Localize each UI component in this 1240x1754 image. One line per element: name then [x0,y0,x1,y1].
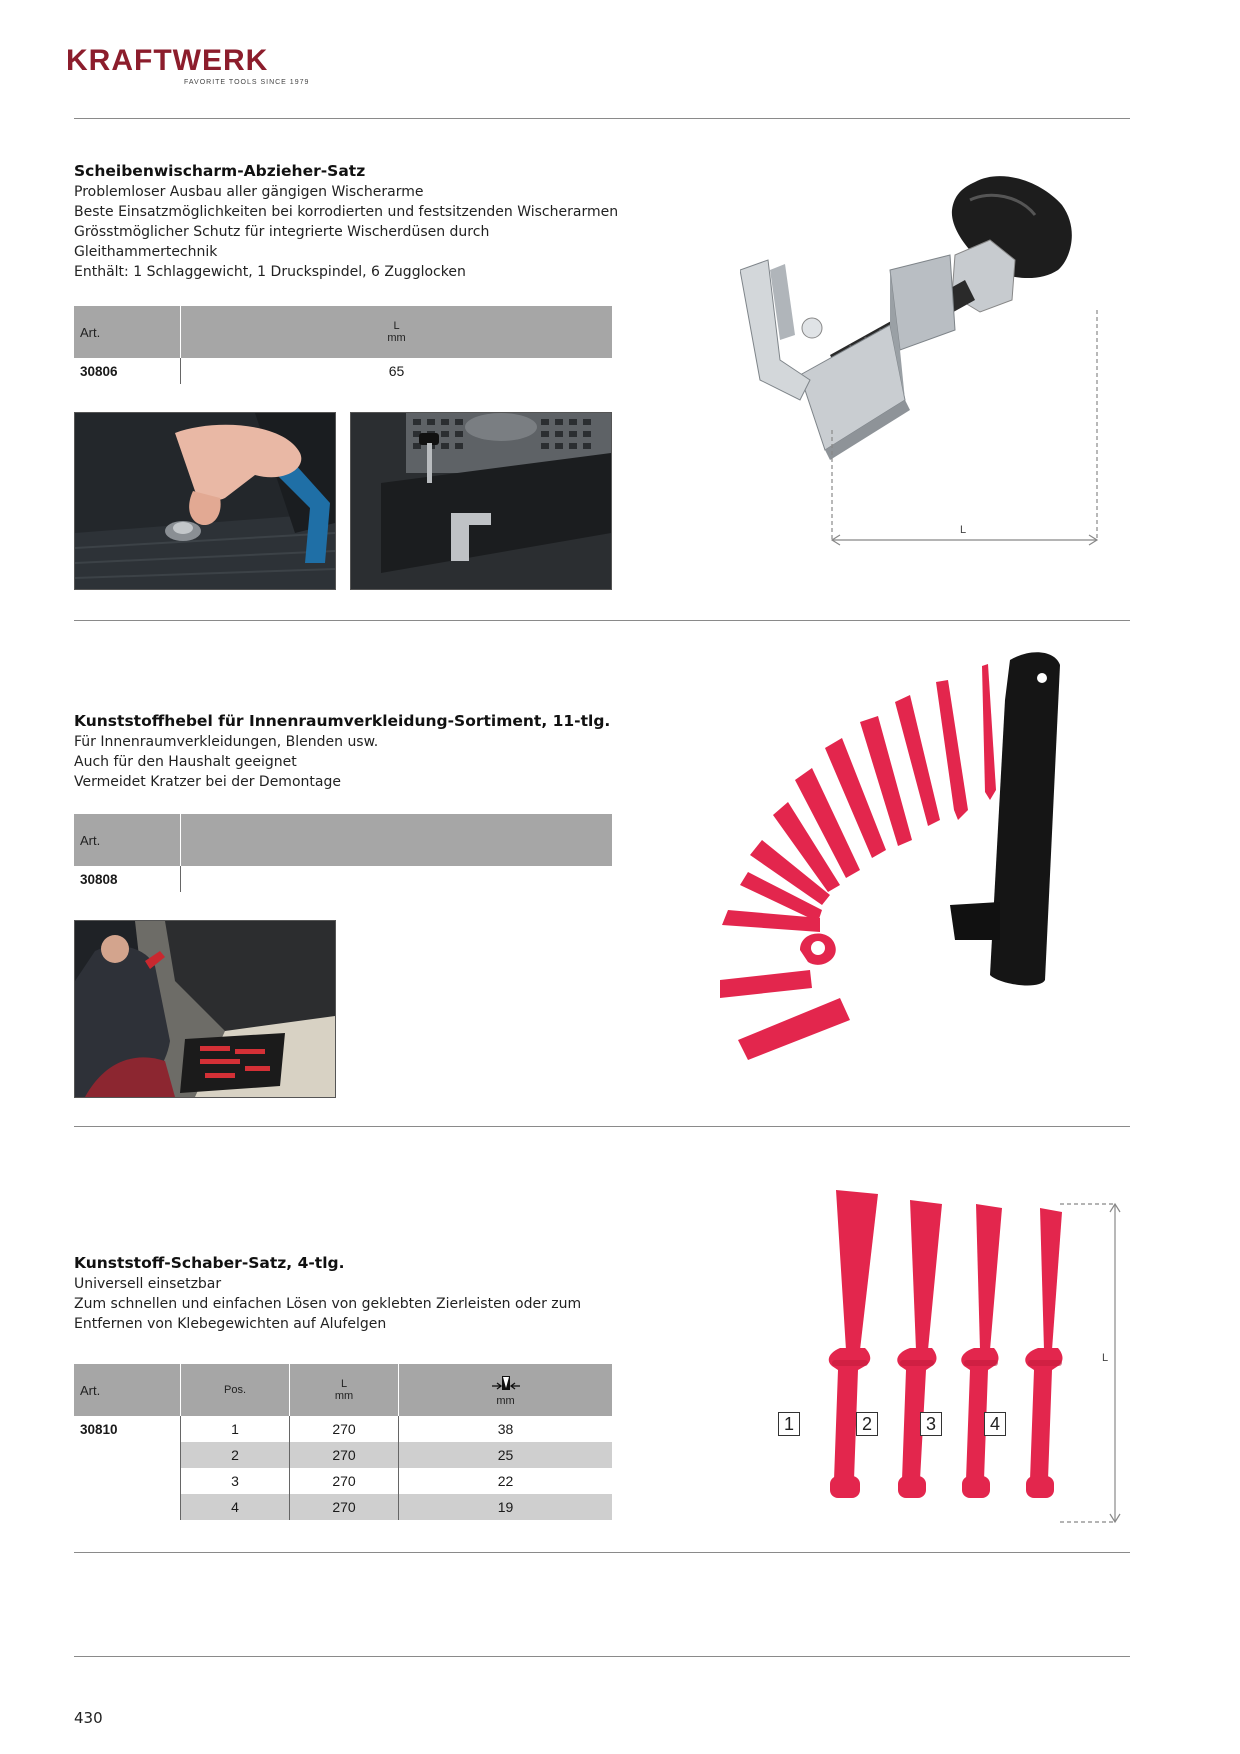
description-line: Zum schnellen und einfachen Lösen von geklebten Zierleisten oder zum [74,1296,582,1312]
brand-tagline: FAVORITE TOOLS SINCE 1979 [184,79,310,86]
product-description [74,182,618,282]
product-title: Scheibenwischarm-Abzieher-Satz [74,162,366,180]
product-description [74,1274,581,1334]
divider [74,620,1130,621]
article-number: 30810 [80,1421,118,1437]
blade-width-icon [491,1374,521,1392]
table-row [74,1468,612,1494]
description-line: Entfernen von Klebegewichten auf Alufelgen [74,1316,387,1332]
length-value: 270 [290,1468,399,1494]
table-row [74,1442,612,1468]
product-image [700,640,1120,1080]
item-number-label: 4 [984,1412,1006,1436]
width-value: 19 [399,1494,613,1520]
description-line: Für Innenraumverkleidungen, Blenden usw. [74,734,379,750]
art-header: Art. [74,306,181,358]
divider [74,1552,1130,1553]
description-line: Vermeidet Kratzer bei der Demontage [74,774,341,790]
divider [74,1656,1130,1657]
application-photo [74,920,336,1098]
art-header: Art. [74,814,181,866]
length-value: 270 [290,1494,399,1520]
product-description [74,732,378,792]
article-number: 30808 [80,871,118,887]
description-line: Grösstmöglicher Schutz für integrierte Wischerdüsen durch [74,224,490,240]
divider [74,1126,1130,1127]
length-value: 270 [290,1442,399,1468]
page-number: 430 [74,1709,103,1727]
product-title: Kunststoff-Schaber-Satz, 4-tlg. [74,1254,345,1272]
divider [74,118,1130,119]
length-header: L mm [181,306,613,358]
pos-value: 3 [181,1468,290,1494]
product-image [760,1180,1130,1540]
pos-value: 4 [181,1494,290,1520]
item-number-label: 2 [856,1412,878,1436]
description-line: Universell einsetzbar [74,1276,222,1292]
width-value: 22 [399,1468,613,1494]
brand-name: KRAFTWERK [66,44,269,77]
article-number: 30806 [80,363,118,379]
application-photo [74,412,336,590]
length-value: 65 [181,358,613,384]
table-row [74,1416,612,1442]
description-line: Auch für den Haushalt geeignet [74,754,297,770]
description-line: Problemloser Ausbau aller gängigen Wischerarme [74,184,424,200]
art-header: Art. [74,1364,181,1416]
pos-header: Pos. [181,1364,290,1416]
description-line: Beste Einsatzmöglichkeiten bei korrodierten und festsitzenden Wischerarmen [74,204,619,220]
description-line: Gleithammertechnik [74,244,218,260]
brand-logo [66,46,309,86]
application-photo [350,412,612,590]
length-value: 270 [290,1416,399,1442]
spec-table [74,1364,612,1520]
product-title: Kunststoffhebel für Innenraumverkleidung-Sortiment, 11-tlg. [74,712,611,730]
dimension-label: L [960,524,967,536]
pos-value: 2 [181,1442,290,1468]
width-header: mm [399,1364,613,1416]
item-number-label: 3 [920,1412,942,1436]
empty-cell [181,866,613,892]
width-value: 25 [399,1442,613,1468]
width-value: 38 [399,1416,613,1442]
spec-table [74,814,612,892]
length-header: L mm [290,1364,399,1416]
description-line: Enthält: 1 Schlaggewicht, 1 Druckspindel, 6 Zugglocken [74,264,466,280]
pos-value: 1 [181,1416,290,1442]
item-number-label: 1 [778,1412,800,1436]
table-row [74,1494,612,1520]
dimension-label: L [1102,1352,1109,1364]
spec-table [74,306,612,384]
product-image [740,160,1120,560]
empty-header [181,814,613,866]
